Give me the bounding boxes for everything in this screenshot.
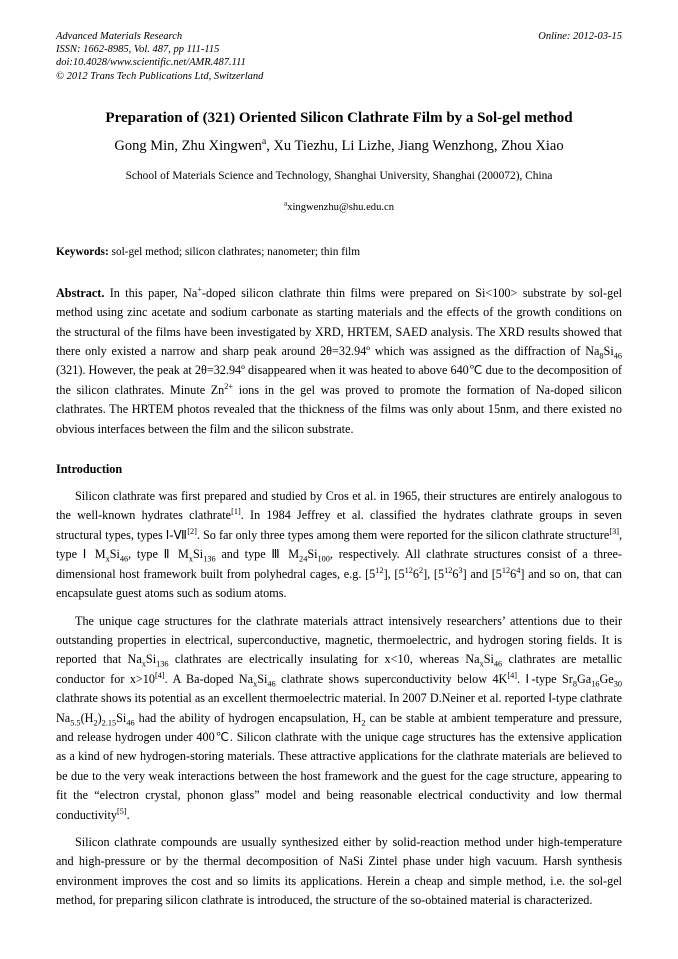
intro-p2-run-5: x [479,659,484,669]
journal-copyright: © 2012 Trans Tech Publications Ltd, Switzerland [56,70,264,82]
abstract-paragraph [56,284,622,439]
intro-p2-run-11: x [253,679,258,689]
intro-p1-run-1: [1] [231,507,241,517]
intro-p2-run-33: [5] [116,806,127,816]
corresponding-email [56,201,622,215]
intro-p1-run-21: 12 [404,565,413,575]
intro-p1-run-17: 100 [317,554,330,564]
abstract-part-3: Si [603,344,614,359]
intro-p2 [56,612,622,825]
online-date [538,30,622,43]
intro-p2-run-6: Si [483,652,494,667]
intro-p2-run-31: 2 [361,717,366,727]
intro-p1-run-23: 2 [418,565,424,575]
email-affiliation-marker: a [283,199,288,208]
author-affiliation-marker: a [261,135,267,147]
intro-p2-run-34: . [126,807,130,822]
intro-p1-run-5: [3] [609,526,619,536]
intro-p2-run-15: [4] [507,670,518,680]
intro-p2-run-18: Ga [576,671,592,686]
intro-p1-run-32: ] and so on, that can encapsulate guest atoms such as sodium atoms. [56,566,623,601]
journal-issn-volume: ISSN: 1662-8985, Vol. 487, pp 111-115 [56,44,220,56]
intro-p1-run-28: ] and [5 [462,566,502,581]
intro-p2-run-24: (H [80,710,94,725]
journal-doi: doi:10.4028/www.scientific.net/AMR.487.111 [56,57,246,69]
intro-p1-run-16: Si [307,547,318,562]
email-text: xingwenzhu@shu.edu.cn [287,201,395,213]
intro-p2-run-23: 5.5 [70,717,81,727]
intro-p2-run-28: Si [116,710,127,725]
intro-p1-run-8: Si [109,547,120,562]
intro-p2-run-30: had the ability of hydrogen encapsulation, H [134,710,362,725]
intro-p2-run-9: [4] [155,670,165,680]
intro-p2-run-17: 8 [572,679,577,689]
intro-p2-run-13: 46 [267,679,276,689]
intro-p2-run-2: Si [145,652,157,667]
intro-p2-run-10: . A Ba-doped Na [164,671,254,686]
intro-p2-run-0: The unique cage structures for the clathrate materials attract intensively researchers’ attentions due to their outstanding properties in electrical, superconductive, magnetic, thermoelectric, and hydrogen storing fields. It is reported that Na [56,613,622,667]
intro-p2-run-14: clathrate shows superconductivity below 4K [275,671,508,686]
intro-p1-run-2: . In 1984 Jeffrey et al. classified the hydrates clathrate groups in seven structural types, types Ⅰ-Ⅶ [56,508,622,542]
intro-p1-run-6: , type Ⅰ M [56,527,623,562]
online-date-text: Online: 2012-03-15 [538,31,622,42]
intro-p2-run-7: 46 [493,659,503,669]
intro-p1-run-9: 46 [119,554,129,564]
abstract-part-1: In this paper, Na [104,285,198,300]
intro-p2-run-26: ) [97,710,102,725]
intro-p1-run-19: 12 [375,565,384,575]
abstract-part-5: ions in the gel was proved to promote the formation of Na-doped silicon clathrates. The HRTEM photos revealed that the thickness of the films was only about 15nm, and there existed no obvious interfaces between the film and the silicon substrate. [56,382,623,436]
intro-p1-run-14: and type Ⅲ M [215,547,300,562]
intro-p1-run-0: Silicon clathrate was first prepared and studied by Cros et al. in 1965, their structures are entirely analogous to the well-known hydrates clathrate [56,489,622,523]
abstract-part-4: (321). However, the peak at 2θ=32.94º disappeared when it was heated to above 640℃ due to the decomposition of the silicon clathrates. Minute Zn [56,363,622,397]
keywords-text: sol-gel method; silicon clathrates; nanometer; thin film [111,245,361,258]
keywords-line [56,245,622,260]
intro-p1-run-7: x [105,554,110,564]
intro-p2-run-22: clathrate shows its potential as an excellent thermoelectric material. In 2007 D.Neiner et al. reported Ⅰ-type clathrate Na [56,691,622,725]
abstract-sub-1: 8 [599,351,604,361]
intro-p2-run-20: Ge [599,671,614,686]
affiliation: School of Materials Science and Technology, Shanghai University, Shanghai (200072), China [125,169,553,182]
intro-p1-run-4: . So far only three types among them were reported for the silicon clathrate structure [196,527,610,542]
abstract-sub-2: 46 [613,351,622,361]
intro-p1-run-12: Si [193,547,204,562]
intro-p3-run-0: Silicon clathrate compounds are usually synthesized either by solid-reaction method under high-temperature and high-pressure or by the thermal decomposition of NaSi Zintel phase under high vacuum. Harsh synthesis environment improves the cost and so limits its applications. Herein a cheap and simple method, i.e. the sol-gel method, for preparing silicon clathrate is introduced, the structure of the so-obtained material is characterized. [56,834,622,908]
abstract-sup-2: 2+ [224,381,234,391]
intro-p1-run-20: ], [5 [383,566,405,581]
intro-p1-run-10: , type Ⅱ M [128,547,189,562]
intro-p1-run-30: 6 [510,566,517,581]
keywords-label: Keywords: [56,245,109,258]
journal-info [56,30,263,83]
intro-p1-run-31: 4 [516,565,521,575]
intro-p2-run-21: 30 [613,679,622,689]
intro-p2-run-29: 46 [126,717,135,727]
introduction-body [56,487,622,911]
intro-p1-run-11: x [188,554,194,564]
intro-p1 [56,487,622,603]
intro-p2-run-25: 2 [93,717,98,727]
intro-p2-run-1: x [141,659,146,669]
intro-p2-run-3: 136 [156,659,169,669]
intro-p1-run-13: 136 [203,554,216,564]
intro-p2-run-32: can be stable at ambient temperature and pressure, and release hydrogen under 400℃. Silicon clathrate with the unique cage structures has the extensive application as a kind of new hydrogen-storing materials. These attractive applications for the clathrate materials are believed to be due to the very weak interactions between the host framework and the guest for the cage structure, appearing to fit the “electron crystal, phonon glass” model and being reasonable electrical conductivity and low thermal conductivity [56,710,622,822]
intro-p1-run-29: 12 [501,565,511,575]
intro-p1-run-27: 3 [458,565,463,575]
page-title: Preparation of (321) Oriented Silicon Clathrate Film by a Sol-gel method [105,109,573,126]
intro-p2-run-16: . Ⅰ-type Sr [517,671,573,686]
intro-p1-run-24: ], [5 [423,566,445,581]
intro-p1-run-3: [2] [187,526,197,536]
author-list [56,137,622,156]
intro-p1-run-18: , respectively. All clathrate structures consist of a three-dimensional host framework built from polyhedral cages, e.g. [5 [56,547,622,581]
intro-p2-run-27: 2.15 [101,717,117,727]
intro-p1-run-15: 24 [299,554,308,564]
page-header [56,30,622,83]
journal-name: Advanced Materials Research [56,31,183,42]
intro-p1-run-22: 6 [412,566,419,581]
authors-suffix: , Xu Tiezhu, Li Lizhe, Jiang Wenzhong, Zhou Xiao [266,137,564,154]
intro-p2-run-19: 16 [591,679,600,689]
intro-p1-run-26: 6 [452,566,459,581]
intro-p2-run-8: clathrates are metallic conductor for x>10 [56,652,622,686]
intro-p3 [56,833,622,911]
abstract-label: Abstract. [56,285,105,300]
authors-prefix: Gong Min, Zhu Xingwen [114,137,262,154]
intro-p1-run-25: 12 [444,565,453,575]
intro-p2-run-4: clathrates are electrically insulating for x<10, whereas Na [168,652,480,667]
abstract-sup-1: + [197,284,202,294]
abstract-part-2: -doped silicon clathrate thin films were prepared on Si<100> substrate by sol-gel method using zinc acetate and sodium carbonate as starting materials and the effects of the growth conditions on the structural of the films have been investigated by XRD, HRTEM, SAED analysis. The XRD results showed that there only existed a narrow and sharp peak around 2θ=32.94º which was assigned as the diffraction of Na [56,285,622,359]
section-heading-introduction: Introduction [56,462,123,477]
intro-p2-run-12: Si [257,671,268,686]
